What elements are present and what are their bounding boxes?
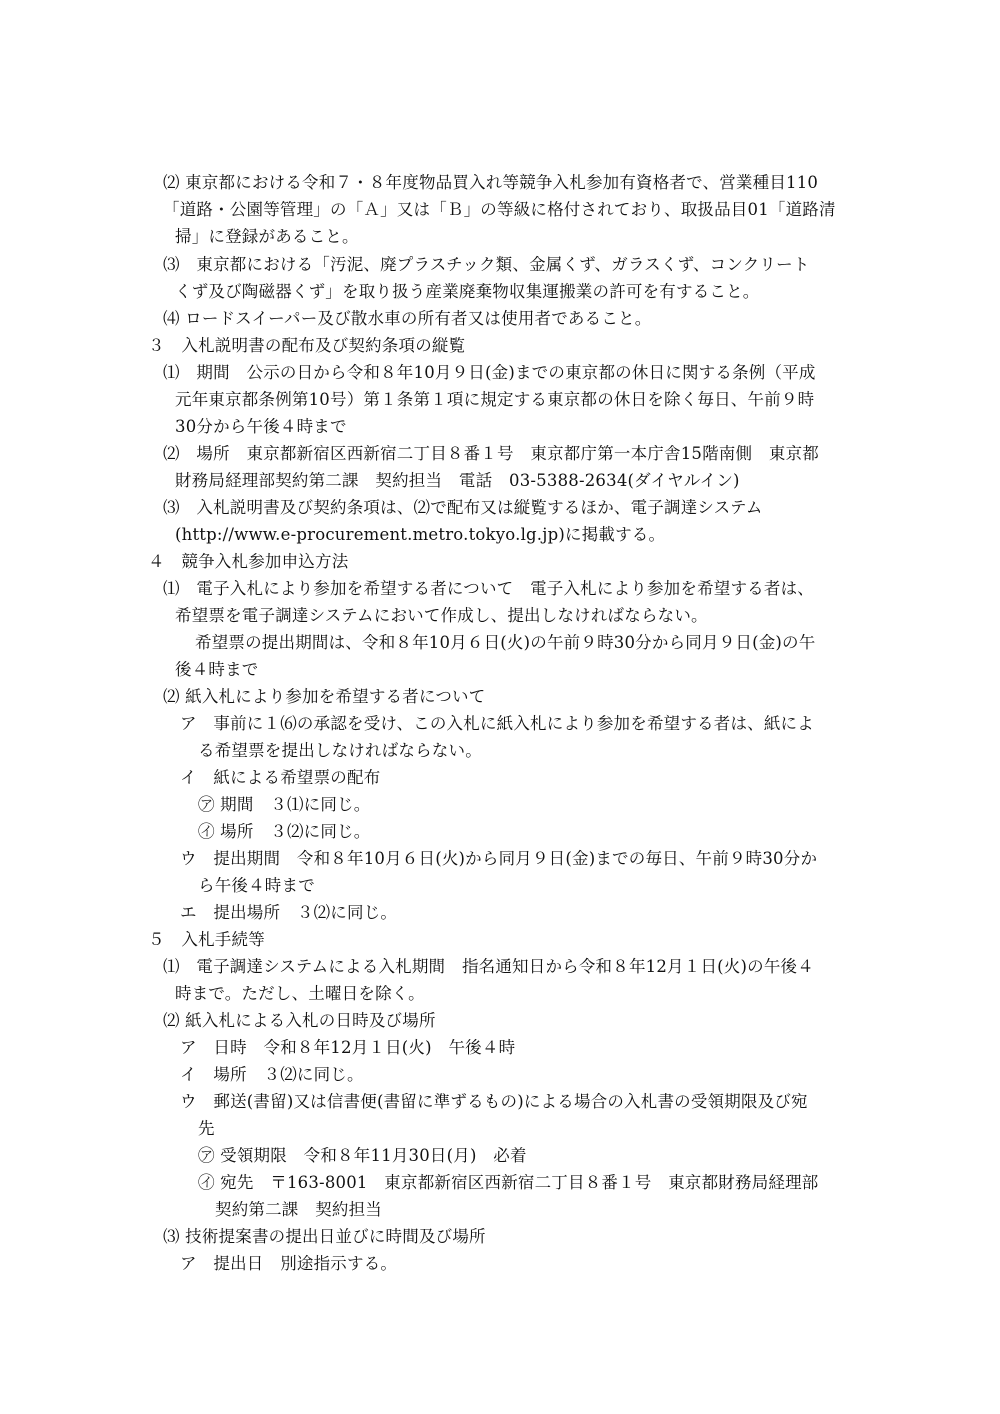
text-line: イ 紙による希望票の配布 <box>180 768 381 787</box>
text-line: ㋐ 期間 ３⑴に同じ。 <box>198 795 371 814</box>
text-line: ⑵ 場所 東京都新宿区西新宿二丁目８番１号 東京都庁第一本庁舎15階南側 東京都 <box>163 444 819 463</box>
text-line: ウ 郵送(書留)又は信書便(書留に準ずるもの)による場合の入札書の受領期限及び宛 <box>180 1092 808 1111</box>
text-line: る希望票を提出しなければならない。 <box>198 741 482 760</box>
text-line: ㋐ 受領期限 令和８年11月30日(月) 必着 <box>198 1146 527 1165</box>
text-line: ⑶ 技術提案書の提出日並びに時間及び場所 <box>163 1227 486 1246</box>
text-line: 財務局経理部契約第二課 契約担当 電話 03-5388-2634(ダイヤルイン) <box>175 471 740 490</box>
text-line: 30分から午後４時まで <box>175 417 347 436</box>
text-line: ⑴ 電子調達システムによる入札期間 指名通知日から令和８年12月１日(火)の午後４ <box>163 957 814 976</box>
text-line: 先 <box>198 1119 215 1138</box>
text-line: ア 提出日 別途指示する。 <box>180 1254 398 1273</box>
text-line: 元年東京都条例第10号）第１条第１項に規定する東京都の休日を除く毎日、午前９時 <box>175 390 815 409</box>
text-line: くず及び陶磁器くず」を取り扱う産業廃棄物収集運搬業の許可を有すること。 <box>175 282 760 301</box>
text-line: イ 場所 ３⑵に同じ。 <box>180 1065 364 1084</box>
text-line: 時まで。ただし、土曜日を除く。 <box>175 984 425 1003</box>
text-line: 希望票を電子調達システムにおいて作成し、提出しなければならない。 <box>175 606 708 625</box>
text-line: ⑶ 入札説明書及び契約条項は、⑵で配布又は縦覧するほか、電子調達システム <box>163 498 763 517</box>
text-line: 「道路・公園等管理」の「Ａ」又は「Ｂ」の等級に格付されており、取扱品目01「道路清 <box>163 200 836 219</box>
text-line: ⑵ 東京都における令和７・８年度物品買入れ等競争入札参加有資格者で、営業種目110 <box>163 173 819 192</box>
text-line: ⑴ 期間 公示の日から令和８年10月９日(金)までの東京都の休日に関する条例（平成 <box>163 363 816 382</box>
text-line: ら午後４時まで <box>198 876 315 895</box>
text-line: 希望票の提出期間は、令和８年10月６日(火)の午前９時30分から同月９日(金)の午 <box>195 633 816 652</box>
text-line: ア 日時 令和８年12月１日(火) 午後４時 <box>180 1038 516 1057</box>
text-line: 契約第二課 契約担当 <box>215 1200 382 1219</box>
section-heading: ４ 競争入札参加申込方法 <box>148 552 349 571</box>
text-line: 掃」に登録があること。 <box>175 227 359 246</box>
text-line: ウ 提出期間 令和８年10月６日(火)から同月９日(金)までの毎日、午前９時30分か <box>180 849 818 868</box>
text-line: ⑵ 紙入札による入札の日時及び場所 <box>163 1011 436 1030</box>
text-line: ㋑ 場所 ３⑵に同じ。 <box>198 822 371 841</box>
text-line: ⑷ ロードスイーパー及び散水車の所有者又は使用者であること。 <box>163 309 652 328</box>
text-line: ア 事前に１⑹の承認を受け、この入札に紙入札により参加を希望する者は、紙によ <box>180 714 814 733</box>
text-line: エ 提出場所 ３⑵に同じ。 <box>180 903 398 922</box>
text-line: ⑵ 紙入札により参加を希望する者について <box>163 687 486 706</box>
text-line: (http://www.e-procurement.metro.tokyo.lg.jp)に掲載する。 <box>175 525 666 544</box>
section-heading: ５ 入札手続等 <box>148 930 265 949</box>
section-heading: ３ 入札説明書の配布及び契約条項の縦覧 <box>148 336 466 355</box>
text-line: ⑴ 電子入札により参加を希望する者について 電子入札により参加を希望する者は、 <box>163 579 814 598</box>
text-line: ㋑ 宛先 〒163-8001 東京都新宿区西新宿二丁目８番１号 東京都財務局経理部 <box>198 1173 819 1192</box>
text-line: 後４時まで <box>175 660 259 679</box>
text-line: ⑶ 東京都における「汚泥、廃プラスチック類、金属くず、ガラスくず、コンクリート <box>163 255 810 274</box>
